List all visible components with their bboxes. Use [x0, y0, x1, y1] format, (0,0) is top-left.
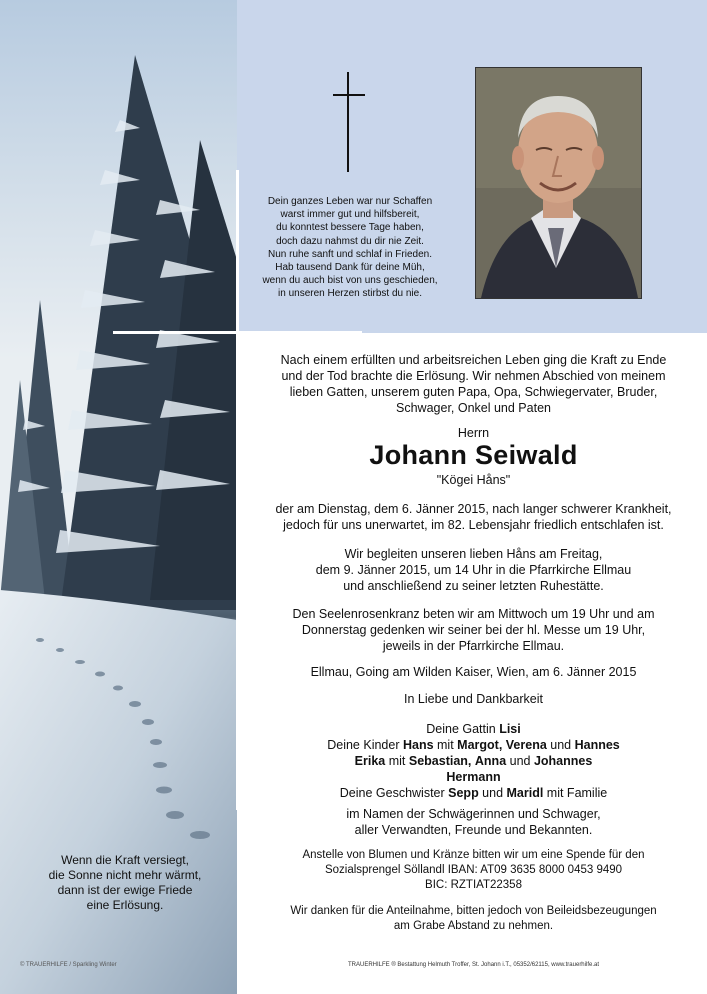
donation-bic: BIC: RZTIAT22358: [425, 879, 522, 891]
family-siblings: Deine Geschwister Sepp und Maridl mit Familie: [339, 786, 608, 800]
left-quote: [20, 853, 230, 913]
rosary-line: Donnerstag gedenken wir seiner bei der hl. Messe um 19 Uhr,: [301, 623, 646, 637]
cross-icon-bar: [333, 94, 365, 96]
left-quote-line: die Sonne nicht mehr wärmt,: [48, 868, 202, 882]
poem-line: Hab tausend Dank für deine Müh,: [275, 262, 425, 274]
place-date: Ellmau, Going am Wilden Kaiser, Wien, am 6. Jänner 2015: [310, 665, 637, 679]
funeral-info: [240, 546, 707, 594]
left-quote-line: dann ist der ewige Friede: [57, 883, 193, 897]
left-quote-line: Wenn die Kraft versiegt,: [61, 853, 189, 867]
rosary-line: jeweils in der Pfarrkirche Ellmau.: [382, 639, 565, 653]
white-cross-vertical: [236, 170, 239, 810]
poem-line: doch dazu nahmst du dir nie Zeit.: [276, 235, 424, 247]
winter-forest-illustration: [0, 0, 237, 994]
family-list: [240, 721, 707, 801]
cross-icon: [347, 72, 349, 172]
donation-iban: Sozialsprengel Söllandl IBAN: AT09 3635 8000 0453 9490: [324, 864, 623, 876]
relatives-line: im Namen der Schwägerinnen und Schwager,: [346, 807, 601, 821]
death-notice-line: der am Dienstag, dem 6. Jänner 2015, nach langer schwerer Krankheit,: [275, 502, 672, 516]
donation-info: [240, 848, 707, 893]
thanks-text: [240, 904, 707, 934]
portrait-photo: [475, 67, 642, 299]
poem-line: wenn du auch bist von uns geschieden,: [262, 275, 438, 287]
white-cross-horizontal: [113, 331, 362, 334]
funeral-line: dem 9. Jänner 2015, um 14 Uhr in die Pfarrkirche Ellmau: [315, 563, 632, 577]
funeral-line: und anschließend zu seiner letzten Ruhestätte.: [343, 579, 604, 593]
rosary-line: Den Seelenrosenkranz beten wir am Mittwoch um 19 Uhr und am: [292, 607, 655, 621]
thanks-line: am Grabe Abstand zu nehmen.: [393, 920, 554, 932]
salutation: Herrn: [457, 426, 490, 440]
intro-line: und der Tod brachte die Erlösung. Wir nehmen Abschied von meinem: [281, 369, 666, 383]
deceased-name: Johann Seiwald: [369, 440, 578, 470]
rosary-info: [240, 606, 707, 654]
relatives-text: [240, 806, 707, 838]
funeral-line: Wir begleiten unseren lieben Håns am Freitag,: [344, 547, 603, 561]
poem-line: Dein ganzes Leben war nur Schaffen: [267, 196, 433, 207]
poem-line: warst immer gut und hilfsbereit,: [280, 209, 420, 221]
family-grandchild-hermann: Hermann: [446, 770, 501, 784]
photo-credit: © TRAUERHILFE / Sparkling Winter: [20, 962, 117, 968]
footer-imprint: TRAUERHILFE ® Bestattung Helmuth Troffer, St. Johann i.T., 05352/62115, www.trauerhilfe.at: [348, 962, 599, 968]
intro-text: [240, 352, 707, 416]
intro-line: lieben Gatten, unserem guten Papa, Opa, Schwiegervater, Bruder,: [289, 385, 658, 399]
love-line: In Liebe und Dankbarkeit: [404, 692, 543, 706]
poem-line: Nun ruhe sanft und schlaf in Frieden.: [268, 248, 432, 260]
relatives-line: aller Verwandten, Freunde und Bekannten.: [354, 823, 593, 837]
poem-line: in unseren Herzen stirbst du nie.: [278, 288, 422, 300]
death-notice-line: jedoch für uns unerwartet, im 82. Lebensjahr friedlich entschlafen ist.: [283, 518, 664, 532]
left-quote-line: eine Erlösung.: [86, 898, 164, 912]
family-children: Deine Kinder Hans mit Margot, Verena und Hannes: [327, 738, 620, 752]
nickname: "Kögei Håns": [436, 473, 511, 487]
thanks-line: Wir danken für die Anteilnahme, bitten jedoch von Beileidsbezeugungen: [290, 905, 657, 917]
family-wife: Deine Gattin Lisi: [426, 722, 521, 736]
poem-line: du konntest bessere Tage haben,: [276, 222, 424, 234]
donation-line: Anstelle von Blumen und Kränze bitten wir um eine Spende für den: [302, 849, 645, 861]
intro-line: Schwager, Onkel und Paten: [396, 401, 551, 415]
intro-line: Nach einem erfüllten und arbeitsreichen Leben ging die Kraft zu Ende: [280, 353, 667, 367]
family-grandchildren: Erika mit Sebastian, Anna und Johannes: [354, 754, 593, 768]
poem: [237, 195, 463, 301]
winter-forest-photo: [0, 0, 237, 994]
death-notice: [240, 501, 707, 533]
